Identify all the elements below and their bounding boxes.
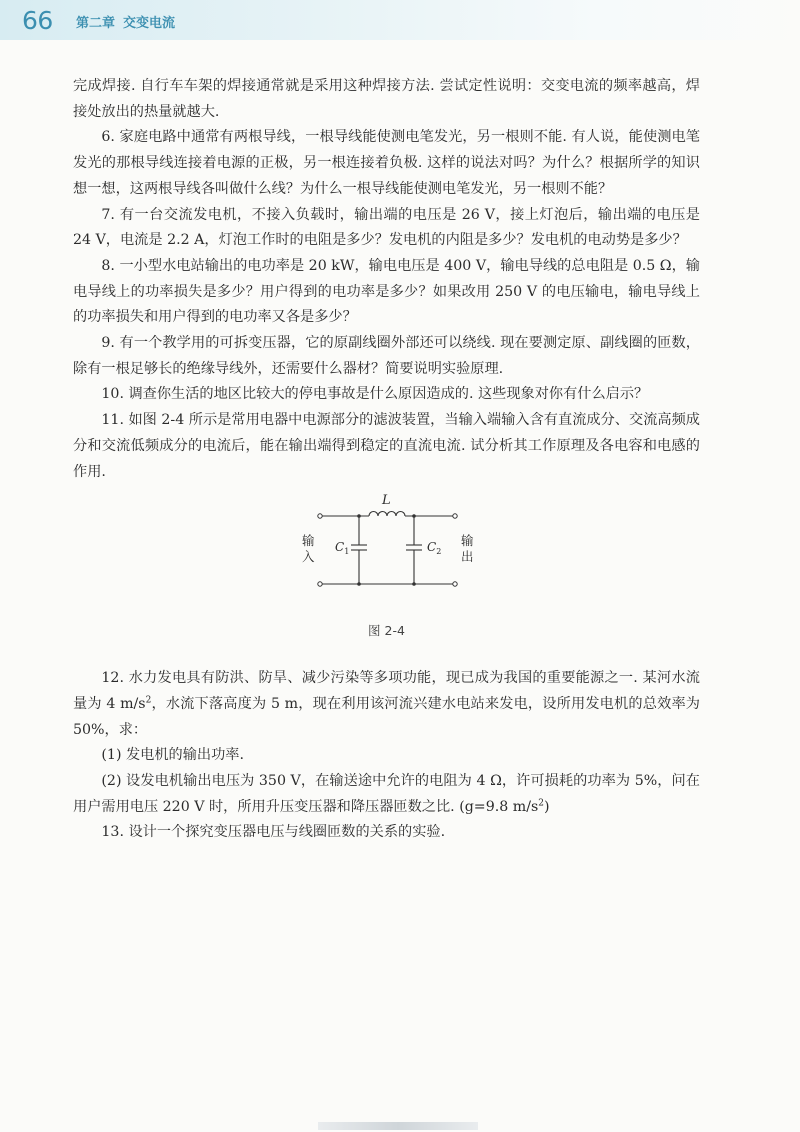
question-12: 12. 水力发电具有防洪、防旱、减少污染等多项功能，现已成为我国的重要能源之一. 某河水流量为 4 $m/s^2$，水流下落高度为 5 m，现在利用该河流兴建水电站来发电，设所用发电机的总效率为 50%，求： bbox=[73, 670, 700, 738]
c1-label: $C_1$ bbox=[335, 540, 350, 557]
chapter-number: 第二章 bbox=[76, 16, 116, 31]
input-label-1: 输 bbox=[302, 533, 315, 549]
page-content bbox=[73, 74, 700, 846]
question-9: 9. 有一个教学用的可拆变压器，它的原副线圈外部还可以绕线. 现在要测定原、副线圈的匝数，除有一根足够长的绝缘导线外，还需要什么器材？简要说明实验原理. bbox=[73, 335, 700, 377]
c2-label: $C_2$ bbox=[427, 540, 442, 557]
question-11: 11. 如图 2-4 所示是常用电器中电源部分的滤波装置，当输入端输入含有直流成分、交流高频成分和交流低频成分的电流后，能在输出端得到稳定的直流电流. 试分析其工作原理及各电容和电感的作用. bbox=[73, 412, 700, 480]
inductor-label: L bbox=[382, 494, 391, 509]
figure-caption: 图 2-4 bbox=[368, 623, 405, 639]
output-label-2: 出 bbox=[461, 549, 474, 565]
filter-circuit-diagram bbox=[73, 494, 700, 620]
paragraph-continued: 完成焊接. 自行车车架的焊接通常就是采用这种焊接方法. 尝试定性说明：交变电流的频率越高，焊接处放出的热量就越大. bbox=[73, 78, 700, 120]
question-6: 6. 家庭电路中通常有两根导线，一根导线能使测电笔发光，另一根则不能. 有人说，能使测电笔发光的那根导线连接着电源的正极，另一根连接着负极. 这样的说法对吗？为什么？根据所学的知识想一想，这两根导线各叫做什么线？为什么一根导线能使测电笔发光，另一根则不能？ bbox=[73, 129, 700, 197]
input-label-2: 入 bbox=[302, 549, 315, 565]
question-13: 13. 设计一个探究变压器电压与线圈匝数的关系的实验. bbox=[101, 824, 446, 841]
question-12-part-1: (1) 发电机的输出功率. bbox=[101, 747, 245, 764]
page-header bbox=[0, 0, 800, 40]
chapter-title: 交变电流 bbox=[123, 16, 176, 31]
question-8: 8. 一小型水电站输出的电功率是 20 kW，输电电压是 400 V，输电导线的总电阻是 0.5 Ω，输电导线上的功率损失是多少？用户得到的电功率是多少？如果改用 250 V 的电压输电，输电导线上的功率损失和用户得到的电功率又各是多少？ bbox=[73, 257, 700, 326]
question-7: 7. 有一台交流发电机，不接入负载时，输出端的电压是 26 V，接上灯泡后，输出端的电压是 24 V，电流是 2.2 A，灯泡工作时的电阻是多少？发电机的内阻是多少？发电机的电动势是多少？ bbox=[73, 206, 700, 249]
output-label-1: 输 bbox=[461, 533, 474, 549]
page-number: 66 bbox=[22, 6, 53, 35]
question-10: 10. 调查你生活的地区比较大的停电事故是什么原因造成的. 这些现象对你有什么启示？ bbox=[101, 386, 649, 403]
chapter-heading bbox=[76, 12, 175, 31]
filter-circuit-figure bbox=[73, 494, 700, 620]
question-12-part-2: (2) 设发电机输出电压为 350 V，在输送途中允许的电阻为 4 Ω，许可损耗的功率为 5%，问在用户需用电压 220 V 时，所用升压变压器和降压器匝数之比. (g=9.8 $m/s^2$) bbox=[73, 773, 700, 815]
page-bottom-edge bbox=[318, 1122, 478, 1130]
